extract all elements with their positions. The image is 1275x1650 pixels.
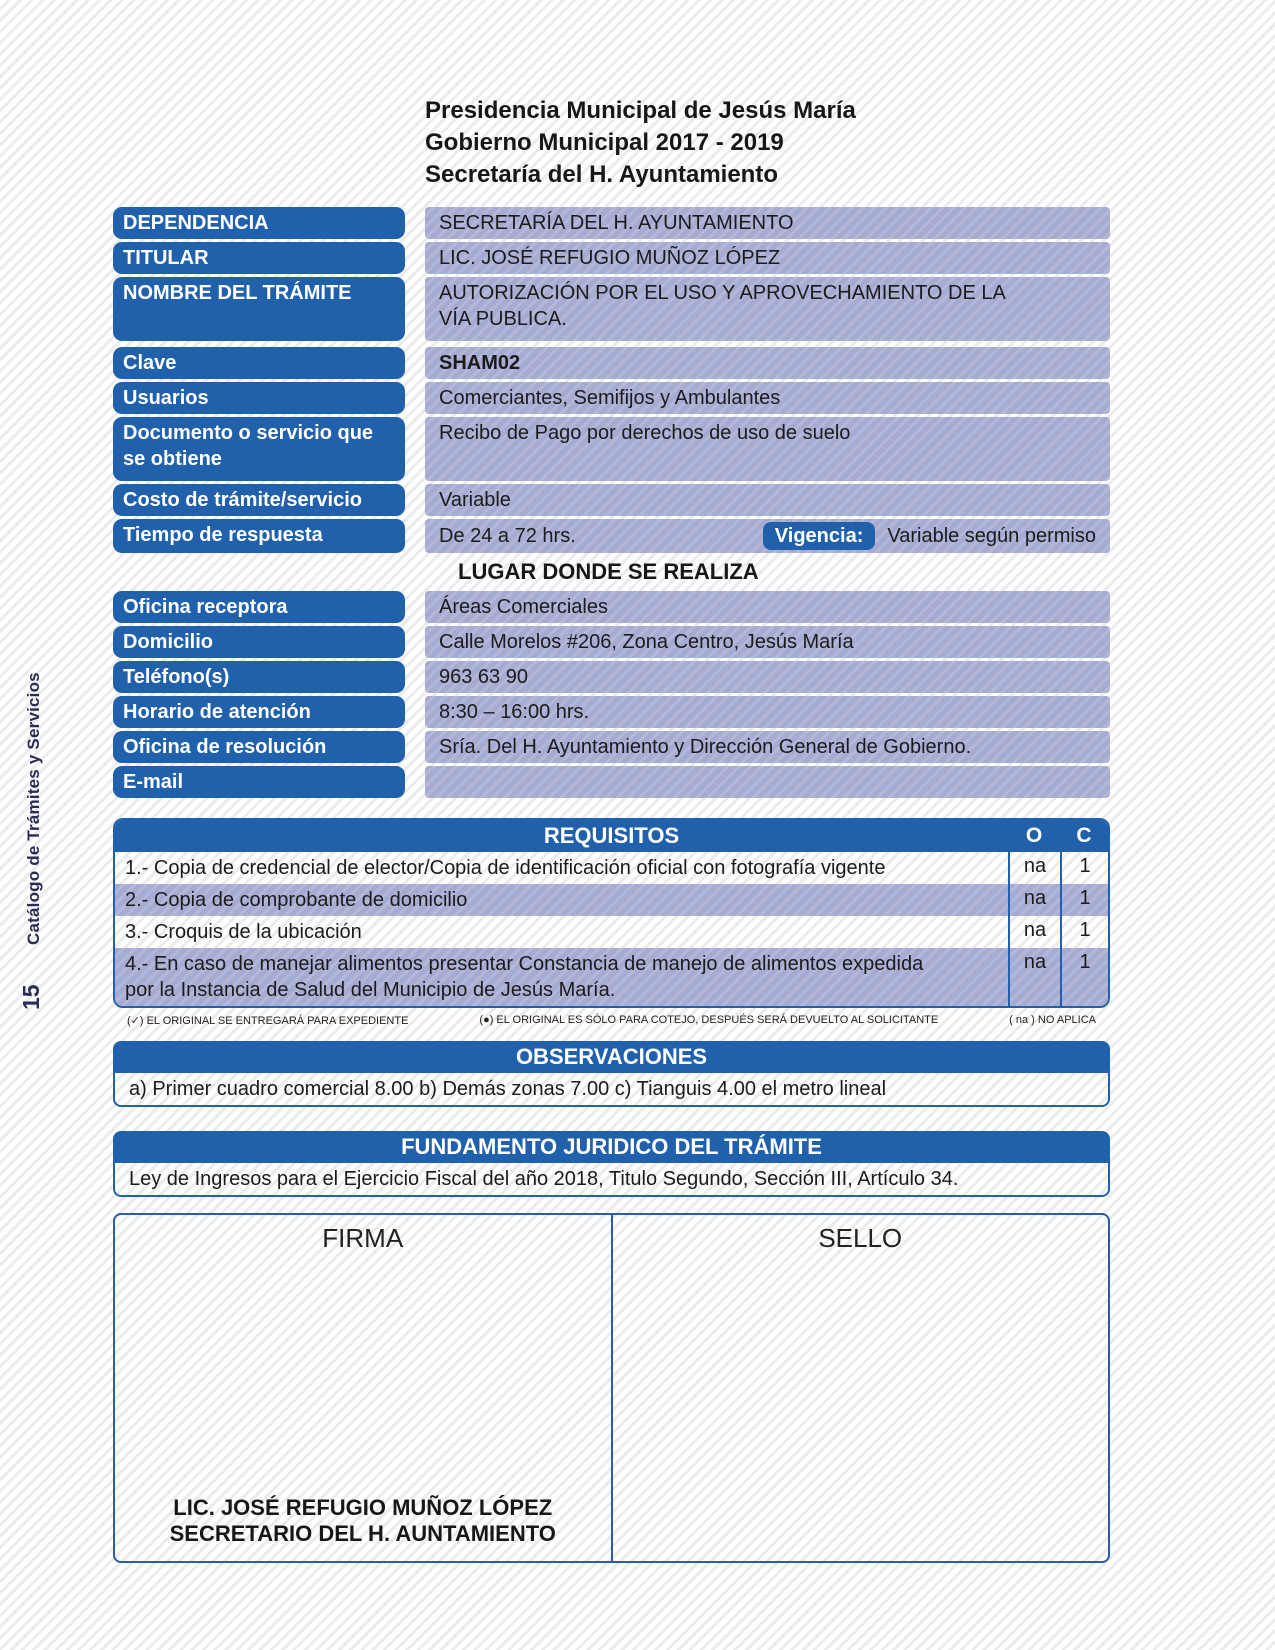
field-value-nombre-tramite: AUTORIZACIÓN POR EL USO Y APROVECHAMIENTO DE LA VÍA PUBLICA. [425,277,1110,341]
fundamento-section [113,1131,1110,1197]
requisito-row-4 [115,948,1108,1006]
field-value-telefono: 963 63 90 [425,661,1110,693]
requisito-o-value: na [1008,916,1060,948]
field-value-dependencia: SECRETARÍA DEL H. AYUNTAMIENTO [425,207,1110,239]
field-label-domicilio: Domicilio [113,626,405,658]
requisitos-footnotes [113,1008,1110,1031]
fundamento-text: Ley de Ingresos para el Ejercicio Fiscal del año 2018, Titulo Segundo, Sección III, Artículo 34. [113,1163,1110,1197]
field-label-horario: Horario de atención [113,696,405,728]
lugar-heading: LUGAR DONDE SE REALIZA [458,559,759,584]
form-row-costo [113,484,1110,516]
requisito-c-value: 1 [1060,948,1108,1006]
field-value-oficina-receptora: Áreas Comerciales [425,591,1110,623]
form-row-tiempo-respuesta [113,519,1110,553]
requisitos-table [113,818,1110,1008]
observaciones-text: a) Primer cuadro comercial 8.00 b) Demás zonas 7.00 c) Tianguis 4.00 el metro lineal [113,1073,1110,1107]
header-line-3: Secretaría del H. Ayuntamiento [425,161,778,188]
page-number: 15 [18,984,44,1010]
footnote-original-cotejo: (●) EL ORIGINAL ES SÓLO PARA COTEJO, DESPUÉS SERÁ DEVUELTO AL SOLICITANTE [479,1014,939,1026]
requisitos-title: REQUISITOS [543,823,680,848]
field-value-email [425,766,1110,798]
field-value-documento-servicio: Recibo de Pago por derechos de uso de suelo [425,417,1110,481]
requisito-o-value: na [1008,948,1060,1006]
requisito-text: 4.- En caso de manejar alimentos presentar Constancia de manejo de alimentos expedida por la Instancia de Salud del Municipio de Jesús María. [125,953,924,1001]
sidebar-vertical-title: Catálogo de Trámites y Servicios [24,672,43,945]
field-value-clave: SHAM02 [425,347,1110,379]
form-row-usuarios [113,382,1110,414]
field-label-dependencia: DEPENDENCIA [113,207,405,239]
requisito-row-3 [115,916,1108,948]
fundamento-title: FUNDAMENTO JURIDICO DEL TRÁMITE [113,1131,1110,1163]
form-row-oficina-resolucion [113,731,1110,763]
field-label-usuarios: Usuarios [113,382,405,414]
field-label-oficina-resolucion: Oficina de resolución [113,731,405,763]
form-row-clave [113,347,1110,379]
firma-name: LIC. JOSÉ REFUGIO MUÑOZ LÓPEZ [173,1495,553,1520]
field-label-oficina-receptora: Oficina receptora [113,591,405,623]
field-value-domicilio: Calle Morelos #206, Zona Centro, Jesús María [425,626,1110,658]
sello-pane [613,1215,1109,1561]
firma-role: SECRETARIO DEL H. AUNTAMIENTO [169,1521,556,1546]
field-value-horario: 8:30 – 16:00 hrs. [425,696,1110,728]
vigencia-value: Variable según permiso [887,525,1096,547]
vigencia-chip: Vigencia: [763,522,876,550]
form-row-telefono [113,661,1110,693]
field-value-costo: Variable [425,484,1110,516]
field-value-usuarios: Comerciantes, Semifijos y Ambulantes [425,382,1110,414]
form-row-documento-servicio [113,417,1110,481]
header-line-2: Gobierno Municipal 2017 - 2019 [425,129,784,156]
firma-title: FIRMA [322,1223,404,1253]
observaciones-title: OBSERVACIONES [113,1041,1110,1073]
field-value-tiempo-respuesta [425,519,1110,553]
field-label-tiempo-respuesta: Tiempo de respuesta [113,519,405,553]
field-label-titular: TITULAR [113,242,405,274]
form-row-titular [113,242,1110,274]
field-label-clave: Clave [113,347,405,379]
field-label-telefono: Teléfono(s) [113,661,405,693]
document-header [425,95,1110,191]
observaciones-section [113,1041,1110,1107]
requisito-text: 2.- Copia de comprobante de domicilio [125,889,468,911]
form-row-horario [113,696,1110,728]
tiempo-respuesta-text: De 24 a 72 hrs. [439,525,576,547]
field-label-nombre-tramite: NOMBRE DEL TRÁMITE [113,277,405,341]
footnote-no-aplica: ( na ) NO APLICA [1009,1014,1096,1026]
requisito-c-value: 1 [1060,884,1108,916]
requisito-c-value: 1 [1060,852,1108,884]
field-value-titular: LIC. JOSÉ REFUGIO MUÑOZ LÓPEZ [425,242,1110,274]
field-value-oficina-resolucion: Sría. Del H. Ayuntamiento y Dirección General de Gobierno. [425,731,1110,763]
requisito-row-2 [115,884,1108,916]
requisitos-col-c: C [1076,824,1092,847]
field-label-costo: Costo de trámite/servicio [113,484,405,516]
requisito-text: 1.- Copia de credencial de elector/Copia de identificación oficial con fotografía vigente [125,857,886,879]
requisito-text: 3.- Croquis de la ubicación [125,921,362,943]
requisito-c-value: 1 [1060,916,1108,948]
form-row-dependencia [113,207,1110,239]
requisitos-col-o: O [1025,824,1043,847]
requisito-o-value: na [1008,852,1060,884]
requisito-o-value: na [1008,884,1060,916]
form-row-oficina-receptora [113,591,1110,623]
document-content [113,95,1110,1563]
form-row-domicilio [113,626,1110,658]
requisito-row-1 [115,852,1108,884]
firma-sello-box [113,1213,1110,1563]
firma-pane [115,1215,613,1561]
form-row-email [113,766,1110,798]
footnote-original-expediente: (✓) EL ORIGINAL SE ENTREGARÁ PARA EXPEDIENTE [127,1015,409,1027]
header-line-1: Presidencia Municipal de Jesús María [425,97,856,124]
sello-title: SELLO [818,1223,903,1253]
requisitos-header [115,820,1108,852]
form-row-nombre-tramite [113,277,1110,341]
field-label-documento-servicio: Documento o servicio que se obtiene [113,417,405,481]
field-label-email: E-mail [113,766,405,798]
